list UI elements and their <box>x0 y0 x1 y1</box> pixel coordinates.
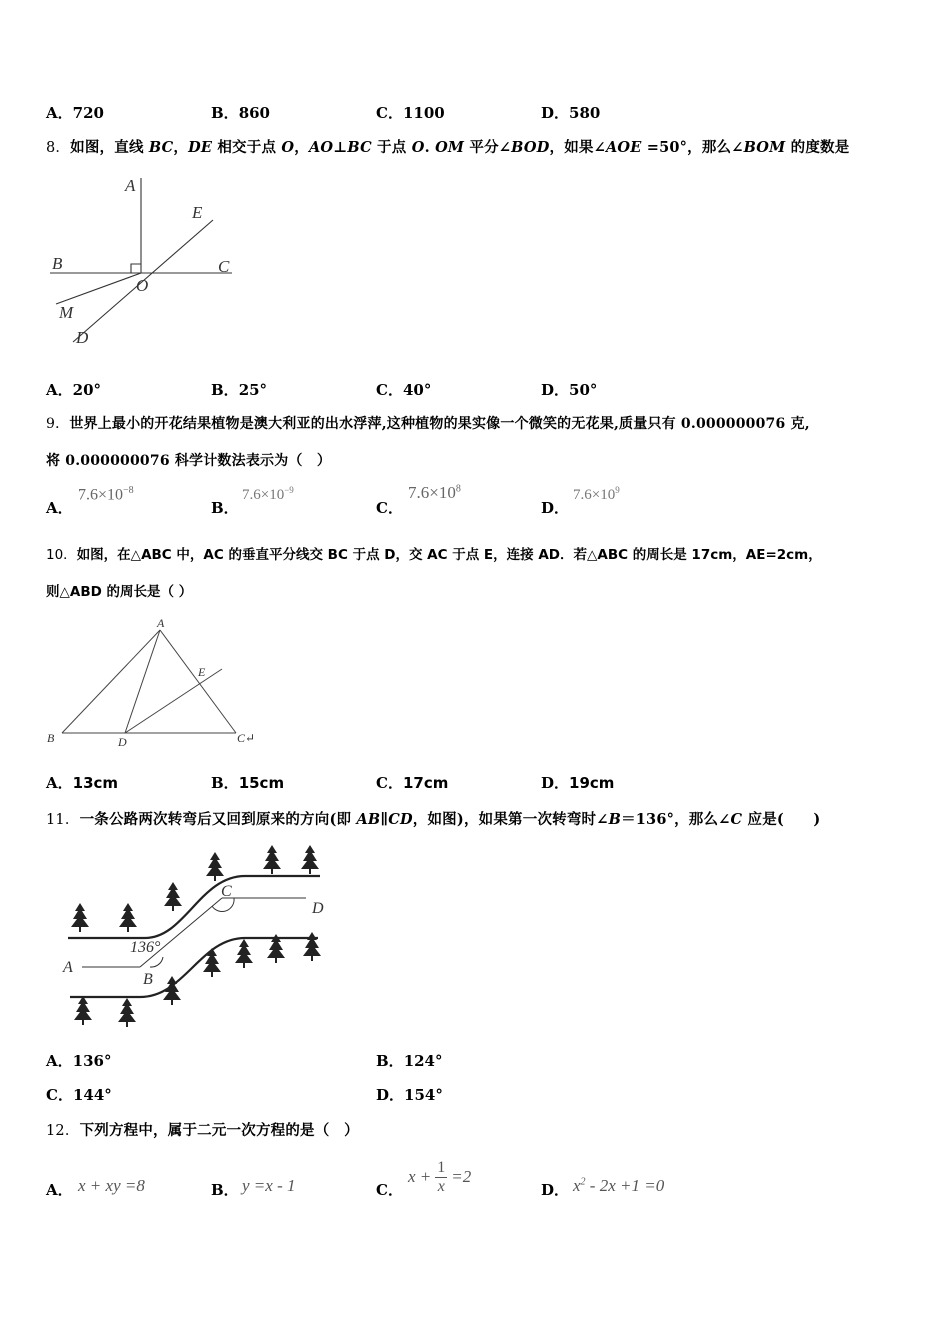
q11-option-a: A．136° <box>46 1052 112 1070</box>
label-a: A <box>157 616 165 630</box>
label-e: E <box>192 203 203 222</box>
q10-option-a: A．13cm <box>46 774 119 792</box>
label-a: A <box>63 959 73 976</box>
label-b: B <box>143 971 153 988</box>
q11-stem: 11．一条公路两次转弯后又回到原来的方向(即 AB∥CD，如图)，如果第一次转弯时∠B＝136°，那么∠C 应是( ) <box>46 811 821 828</box>
q8-option-c: C．40° <box>376 381 432 399</box>
label-o: O <box>136 276 149 295</box>
q9-option-a-expr: $7.6\times 10^{-8}$ <box>78 485 134 504</box>
q9-stem-line2: 将 0.000000076 科学计数法表示为（ ） <box>46 453 332 469</box>
q7-option-c: C．1100 <box>376 104 445 122</box>
q8-option-b: B．25° <box>211 381 268 399</box>
q9-option-d-letter: D． <box>541 499 570 517</box>
q12-option-b-letter: B． <box>211 1181 239 1199</box>
label-b: B <box>52 254 63 273</box>
q8-stem: 8．如图，直线 BC，DE 相交于点 O，AO⊥BC 于点 O. OM 平分∠BOD，如果∠AOE =50°，那么∠BOM 的度数是 <box>46 139 850 156</box>
q9-option-c-expr: $7.6\times 10^8$ <box>408 483 461 502</box>
q12-option-c-expr: x + 1 x =2 <box>408 1158 472 1195</box>
angle-b-arc <box>150 957 163 967</box>
q9-option-d-expr: $7.6\times 10^9$ <box>573 485 620 503</box>
q12-option-a-letter: A． <box>46 1181 73 1199</box>
label-a: A <box>125 176 136 195</box>
q12-stem: 12．下列方程中，属于二元一次方程的是（ ） <box>46 1122 359 1139</box>
q12-option-b-expr: y =x - 1 <box>242 1176 296 1195</box>
q9-stem-line1: 9．世界上最小的开花结果植物是澳大利亚的出水浮萍,这种植物的果实像一个微笑的无花果,质量只有 0.000000076 克, <box>46 416 810 432</box>
q7-option-d: D．580 <box>541 104 601 122</box>
q7-option-b: B．860 <box>211 104 270 122</box>
label-c: C <box>221 883 232 900</box>
q10-option-c: C．17cm <box>376 774 449 792</box>
q12-option-c-letter: C． <box>376 1181 403 1199</box>
angle-c-arc <box>212 898 234 912</box>
q8-option-d: D．50° <box>541 381 598 399</box>
q7-option-a: A．720 <box>46 104 104 122</box>
q10-option-b: B．15cm <box>211 774 285 792</box>
label-d: D <box>312 900 324 917</box>
q12-option-d-letter: D． <box>541 1181 570 1199</box>
label-e: E <box>198 665 206 679</box>
trees <box>71 845 321 1027</box>
q9-option-b-letter: B． <box>211 499 239 517</box>
label-d: D <box>76 328 89 347</box>
q9-option-c-letter: C． <box>376 499 403 517</box>
q10-stem-line1: 10．如图，在△ABC 中，AC 的垂直平分线交 BC 于点 D，交 AC 于点 E，连接 AD．若△ABC 的周长是 17cm，AE=2cm， <box>46 547 822 563</box>
q8-option-a: A．20° <box>46 381 102 399</box>
label-m: M <box>59 303 74 322</box>
label-c: C <box>218 257 230 276</box>
label-b: B <box>47 731 55 745</box>
fraction: 1 x <box>437 1158 446 1195</box>
label-d: D <box>118 735 127 749</box>
q11-option-b: B．124° <box>376 1052 443 1070</box>
road-top-edge <box>68 876 320 938</box>
label-angle: 136° <box>130 939 161 956</box>
q9-option-a-letter: A． <box>46 499 73 517</box>
q9-option-b-expr: $7.6\times 10^{-9}$ <box>242 485 294 503</box>
q10-stem-line2: 则△ABD 的周长是（ ） <box>46 584 193 600</box>
label-c: C↵ <box>237 731 256 745</box>
q10-option-d: D．19cm <box>541 774 615 792</box>
q12-option-a-expr: x + xy =8 <box>78 1176 145 1195</box>
q11-option-d: D．154° <box>376 1086 443 1104</box>
q11-option-c: C．144° <box>46 1086 112 1104</box>
q12-option-d-expr: $x^2 - 2x +1 =0$ <box>573 1176 665 1195</box>
